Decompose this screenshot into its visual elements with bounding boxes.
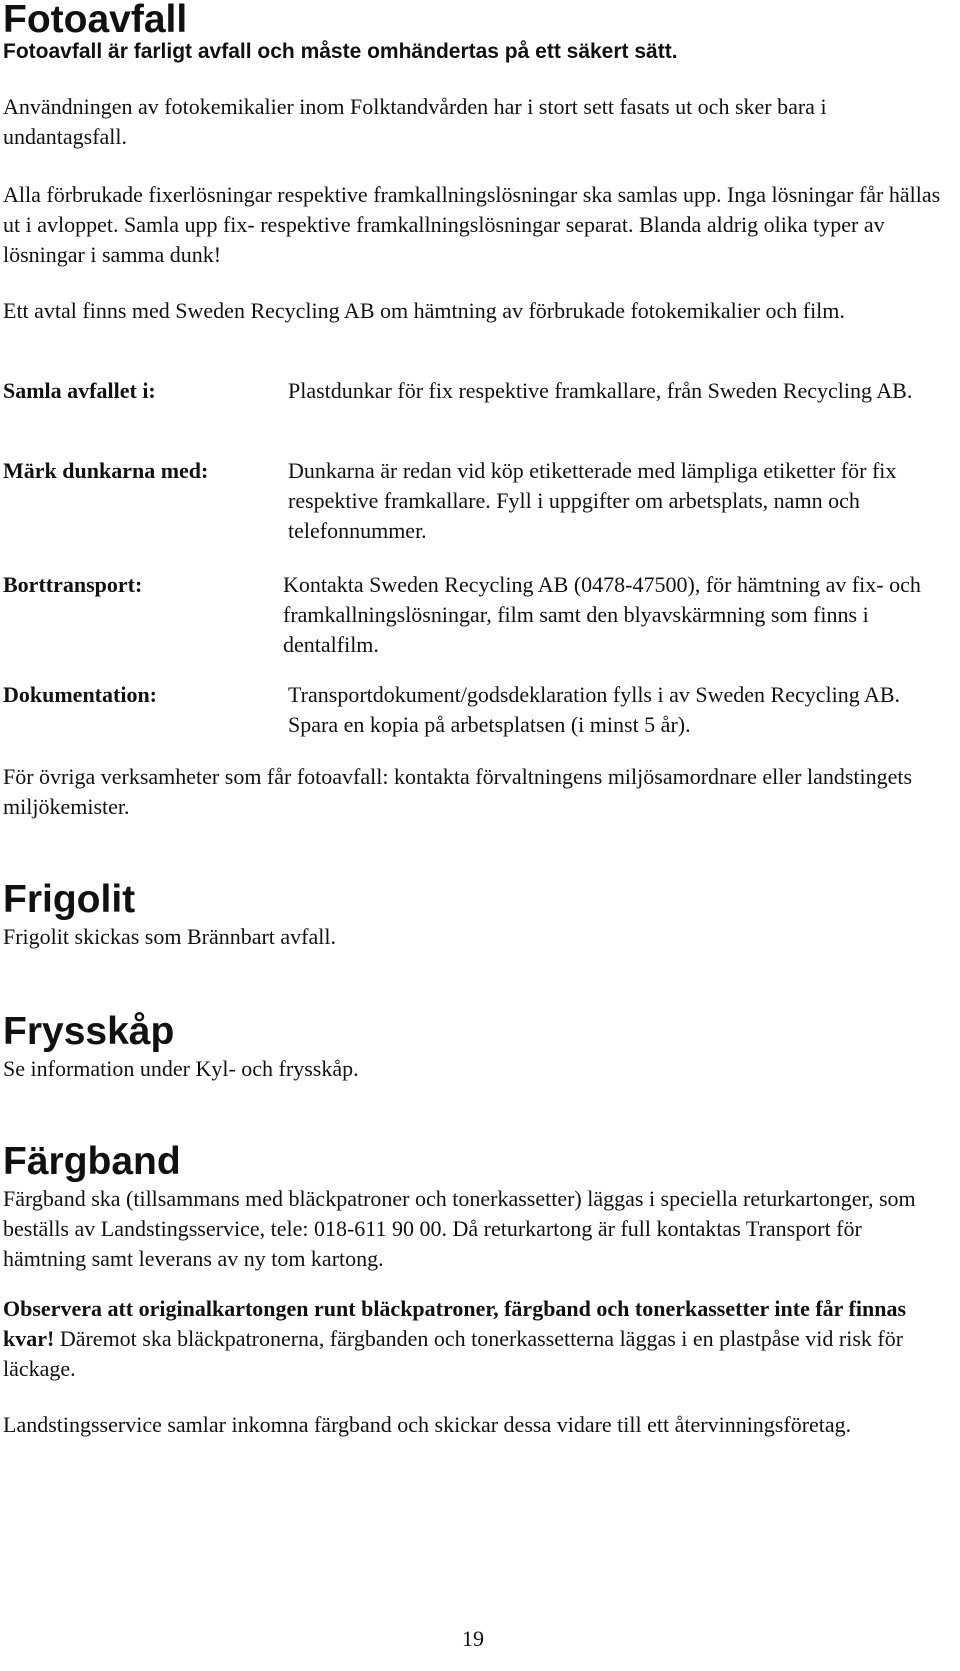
row-label: Dokumentation: (3, 682, 158, 707)
heading-fotoavfall: Fotoavfall (3, 0, 188, 41)
fotoavfall-paragraph-1: Användningen av fotokemikalier inom Folktandvården har i stort sett fasats ut och sker bara i undantagsfall. (3, 94, 827, 149)
heading-frigolit: Frigolit (3, 878, 136, 921)
fargband-paragraph-3: Landstingsservice samlar inkomna färgband och skickar dessa vidare till ett återvinningsföretag. (3, 1412, 852, 1437)
fargband-paragraph-2 (3, 1294, 943, 1384)
heading-fargband: Färgband (3, 1140, 181, 1183)
frigolit-text: Frigolit skickas som Brännbart avfall. (3, 924, 336, 949)
fargband-paragraph-2-rest: Däremot ska bläckpatronerna, färgbanden och tonerkassetterna läggas i en plastpåse vid risk för läckage. (3, 1326, 904, 1381)
row-label: Märk dunkarna med: (3, 458, 209, 483)
fargband-paragraph-1: Färgband ska (tillsammans med bläckpatroner och tonerkassetter) läggas i speciella returkartonger, som beställs av Landstingsservice, tele: 018-611 90 00. Då returkartong är full kontaktas Transport för hämtning samt leverans av ny tom kartong. (3, 1186, 916, 1271)
row-value: Dunkarna är redan vid köp etiketterade med lämpliga etiketter för fix respektive framkallare. Fyll i uppgifter om arbetsplats, namn och telefonnummer. (288, 458, 897, 543)
row-label: Borttransport: (3, 572, 143, 597)
fargband-warning: Observera att originalkartongen runt bläckpatroner, färgband och tonerkassetter inte får finnas kvar! (3, 1296, 906, 1351)
heading-frysskap: Frysskåp (3, 1010, 175, 1053)
row-label: Samla avfallet i: (3, 378, 156, 403)
row-value: Kontakta Sweden Recycling AB (0478-47500), för hämtning av fix- och framkallningslösningar, film samt den blyavskärmning som finns i dentalfilm. (283, 572, 921, 657)
row-value: Transportdokument/godsdeklaration fylls i av Sweden Recycling AB. Spara en kopia på arbetsplatsen (i minst 5 år). (288, 682, 901, 737)
frysskap-text: Se information under Kyl- och frysskåp. (3, 1056, 359, 1081)
fotoavfall-paragraph-3: Ett avtal finns med Sweden Recycling AB om hämtning av förbrukade fotokemikalier och film. (3, 298, 845, 323)
fotoavfall-paragraph-2: Alla förbrukade fixerlösningar respektive framkallningslösningar ska samlas upp. Inga lösningar får hällas ut i avloppet. Samla upp fix- respektive framkallningslösningar separat. Blanda aldrig olika typer av lösningar i samma dunk! (3, 182, 941, 267)
fotoavfall-lead: Fotoavfall är farligt avfall och måste omhändertas på ett säkert sätt. (3, 40, 678, 63)
page-number: 19 (462, 1626, 484, 1651)
fotoavfall-paragraph-4: För övriga verksamheter som får fotoavfall: kontakta förvaltningens miljösamordnare eller landstingets miljökemister. (3, 764, 913, 819)
row-value: Plastdunkar för fix respektive framkallare, från Sweden Recycling AB. (288, 378, 913, 403)
